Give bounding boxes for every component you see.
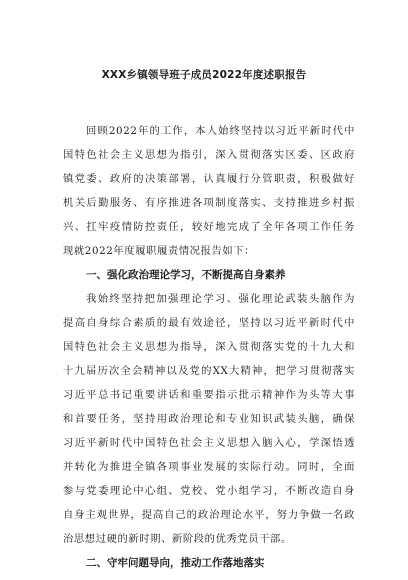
paragraph-line: 习近平新时代中国特色社会主义思想入脑入心，学深悟透: [63, 437, 355, 449]
paragraph-line: 治思想过硬的新时期、新阶段的优秀党员干部。: [63, 533, 292, 545]
paragraph-line: 国特色社会主义思想为指引，深入贯彻落实区委、区政府: [63, 149, 355, 161]
paragraph-line: 国特色社会主义思想为指导，深入贯彻落实党的十九大和: [63, 341, 355, 353]
document-title: XXX乡镇领导班子成员2022年度述职报告: [101, 69, 307, 81]
section-heading-2: 二、守牢问题导向，推动工作落地落实: [86, 557, 265, 569]
paragraph-line: 提高自身综合素质的最有效途径，坚持以习近平新时代中: [63, 317, 355, 329]
paragraph-line: 机关后勤服务、有序推进各项制度落实、支持推进乡村振: [63, 197, 355, 209]
paragraph-line: 镇党委、政府的决策部署，认真履行分管职责，积极做好: [63, 173, 355, 185]
paragraph-line: 回顾2022年的工作，本人始终坚持以习近平新时代中: [86, 125, 355, 137]
paragraph-line: 现就2022年度履职履责情况报告如下：: [63, 245, 256, 257]
paragraph-line: 参与党委理论中心组、党校、党小组学习，不断改造自身: [63, 485, 355, 497]
paragraph-line: 并转化为推进全镇各项事业发展的实际行动。同时，全面: [63, 461, 355, 473]
section-heading-1: 一、强化政治理论学习，不断提高自身素养: [86, 269, 286, 281]
paragraph-line: 自身主观世界，提高自己的政治理论水平，努力争做一名政: [63, 509, 355, 521]
paragraph-line: 我始终坚持把加强理论学习、强化理论武装头脑作为: [86, 293, 355, 305]
paragraph-line: 和首要任务，坚持用政治理论和专业知识武装头脑，确保: [63, 413, 355, 425]
paragraph-line: 习近平总书记重要讲话和重要指示批示精神作为头等大事: [63, 389, 355, 401]
paragraph-line: 兴、扛牢疫情防控责任，较好地完成了全年各项工作任务: [63, 221, 355, 233]
paragraph-line: 十九届历次全会精神以及党的XX大精神，把学习贯彻落实: [63, 365, 355, 377]
